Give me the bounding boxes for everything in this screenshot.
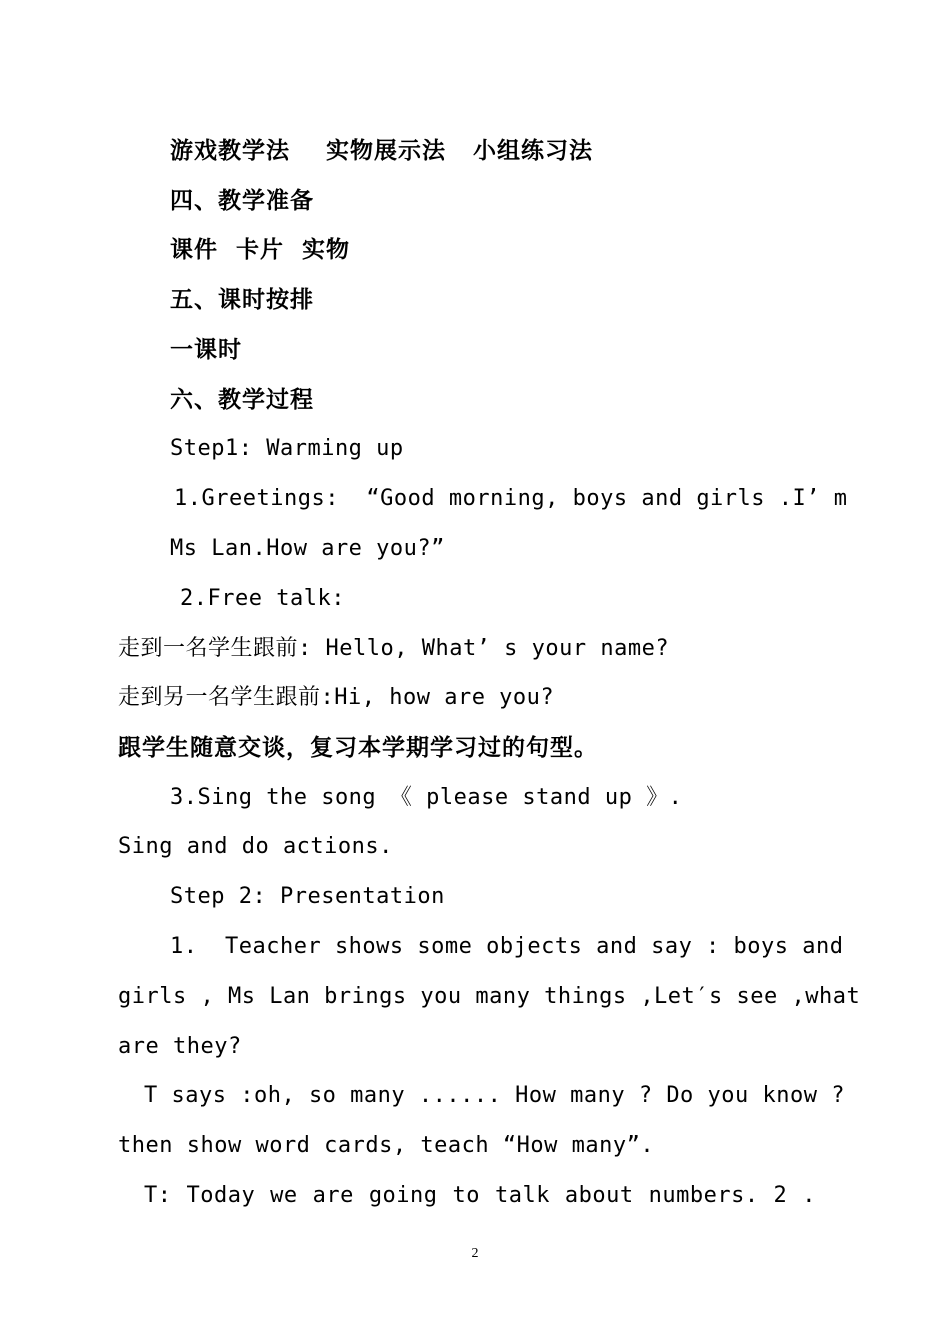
section-heading-preparation: 四、教学准备 <box>170 188 314 214</box>
section-heading-process: 六、教学过程 <box>170 387 314 413</box>
free-talk-line: 2.Free talk: <box>180 586 345 611</box>
greetings-line: 1.Greetings: “Good morning, boys and girls .I’ m <box>174 486 848 511</box>
sing-song-line: 3.Sing the song 《 please stand up 》. <box>170 785 683 810</box>
free-talk-example-1: 走到一名学生跟前: Hello, What’ s your name? <box>118 636 670 661</box>
section-heading-schedule: 五、课时按排 <box>170 287 314 313</box>
teaching-methods-line: 游戏教学法 实物展示法 小组练习法 <box>170 138 594 164</box>
preparation-items-line: 课件 卡片 实物 <box>170 237 351 263</box>
presentation-line-3: are they? <box>118 1034 242 1059</box>
page-number: 2 <box>471 1246 479 1261</box>
presentation-line-4: T says :oh, so many ...... How many ? Do you know ? <box>144 1083 846 1108</box>
presentation-line-2: girls , Ms Lan brings you many things ,Let′s see ,what <box>118 984 861 1009</box>
presentation-line-5: then show word cards, teach “How many”. <box>118 1133 655 1158</box>
step1-heading: Step1: Warming up <box>170 436 404 461</box>
greetings-continuation: Ms Lan.How are you?” <box>170 536 445 561</box>
schedule-value-line: 一课时 <box>170 337 242 363</box>
free-talk-example-2: 走到另一名学生跟前:Hi, how are you? <box>118 685 555 710</box>
presentation-line-1: 1. Teacher shows some objects and say : boys and <box>170 934 844 959</box>
sing-actions-line: Sing and do actions. <box>118 834 393 859</box>
presentation-line-6: T: Today we are going to talk about numbers. 2 . <box>144 1183 816 1208</box>
step2-heading: Step 2: Presentation <box>170 884 445 909</box>
free-talk-note: 跟学生随意交谈，复习本学期学习过的句型。 <box>118 735 598 761</box>
